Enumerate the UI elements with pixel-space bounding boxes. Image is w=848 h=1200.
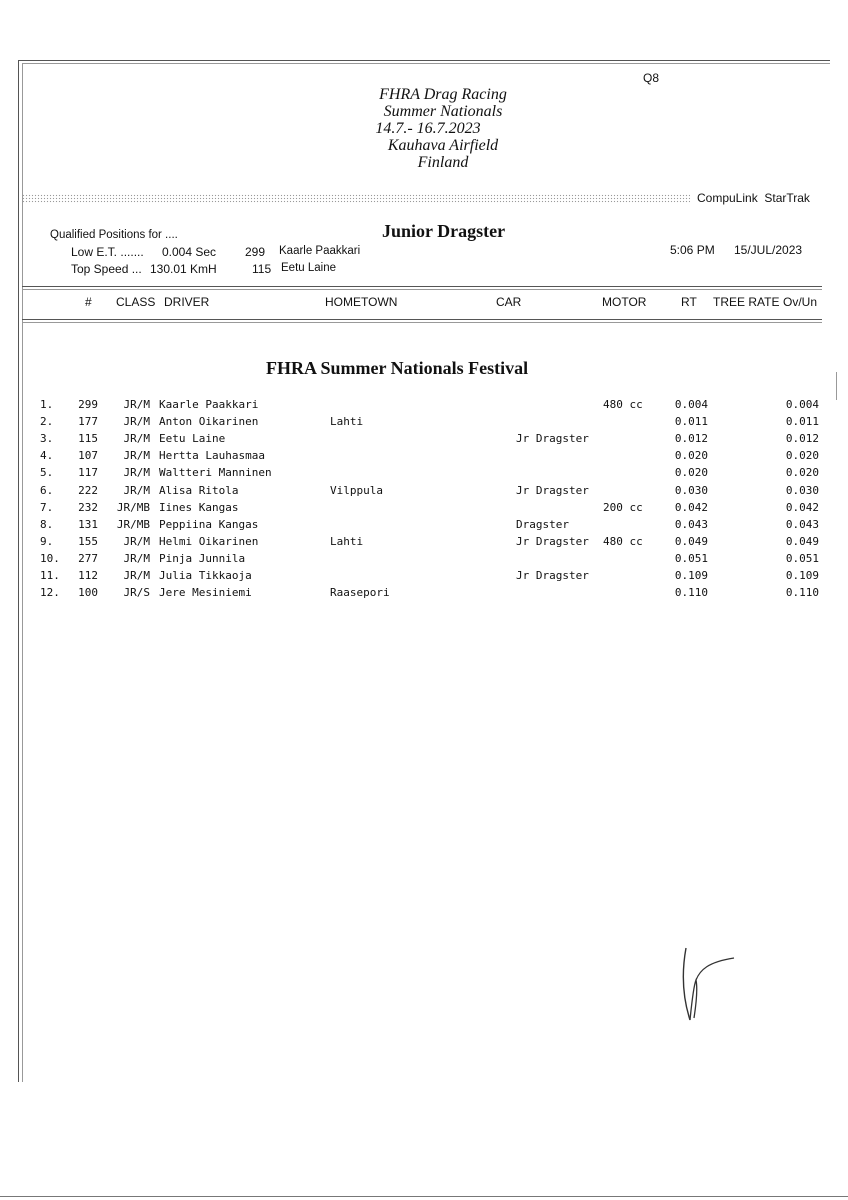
table-row: [0, 484, 848, 501]
header-rule-bottom: [22, 319, 822, 320]
row-ovun: 0.043: [785, 518, 819, 531]
row-car-number: 131: [78, 518, 98, 531]
row-class: JR/M: [123, 552, 150, 565]
row-driver: Hertta Lauhasmaa: [159, 449, 265, 462]
report-time: 5:06 PM: [670, 243, 715, 257]
row-rt: 0.020: [674, 466, 708, 479]
col-tree-rate: TREE RATE: [713, 295, 780, 309]
table-row: [0, 466, 848, 483]
row-car-number: 232: [78, 501, 98, 514]
row-rt: 0.004: [674, 398, 708, 411]
row-driver: Peppiina Kangas: [159, 518, 259, 531]
top-speed-car: 115: [252, 262, 272, 276]
row-rt: 0.043: [674, 518, 708, 531]
row-position: 2.: [40, 415, 54, 428]
row-ovun: 0.051: [785, 552, 819, 565]
table-row: [0, 552, 848, 569]
row-position: 9.: [40, 535, 54, 548]
table-row: [0, 398, 848, 415]
col-class: CLASS: [116, 295, 156, 309]
row-rt: 0.109: [674, 569, 708, 582]
festival-title: FHRA Summer Nationals Festival: [266, 358, 529, 378]
row-driver: Alisa Ritola: [159, 484, 239, 497]
row-driver: Julia Tikkaoja: [159, 569, 252, 582]
table-row: [0, 586, 848, 603]
row-ovun: 0.049: [785, 535, 819, 548]
table-row: [0, 432, 848, 449]
top-speed-driver: Eetu Laine: [281, 262, 336, 274]
row-car-number: 107: [78, 449, 98, 462]
row-car: Jr Dragster: [516, 484, 589, 497]
row-position: 6.: [40, 484, 54, 497]
header-rule-top: [22, 286, 822, 287]
row-position: 5.: [40, 466, 54, 479]
row-car-number: 222: [78, 484, 98, 497]
row-driver: Waltteri Manninen: [159, 466, 272, 479]
table-row: [0, 415, 848, 432]
row-ovun: 0.020: [785, 466, 819, 479]
col-motor: MOTOR: [602, 295, 647, 309]
row-hometown: Lahti: [330, 415, 364, 428]
row-position: 10.: [40, 552, 60, 565]
row-class: JR/MB: [116, 518, 150, 531]
row-driver: Anton Oikarinen: [159, 415, 259, 428]
row-class: JR/M: [123, 535, 150, 548]
event-line-4: Kauhava Airfield: [387, 137, 499, 154]
low-et-driver: Kaarle Paakkari: [279, 245, 361, 257]
row-ovun: 0.012: [785, 432, 819, 445]
row-rt: 0.012: [674, 432, 708, 445]
row-rt: 0.042: [674, 501, 708, 514]
qualified-label: Qualified Positions for ....: [50, 229, 178, 241]
row-hometown: Vilppula: [330, 484, 383, 497]
row-rt: 0.030: [674, 484, 708, 497]
event-line-1: FHRA Drag Racing: [379, 86, 507, 103]
row-rt: 0.051: [674, 552, 708, 565]
row-rt: 0.049: [674, 535, 708, 548]
top-rule: [18, 60, 830, 61]
row-ovun: 0.042: [785, 501, 819, 514]
row-ovun: 0.020: [785, 449, 819, 462]
row-hometown: Lahti: [330, 535, 364, 548]
event-title-block: [343, 86, 543, 171]
row-driver: Pinja Junnila: [159, 552, 246, 565]
row-class: JR/MB: [116, 501, 150, 514]
row-rt: 0.020: [674, 449, 708, 462]
row-ovun: 0.030: [785, 484, 819, 497]
event-line-5: Finland: [417, 154, 469, 171]
row-car-number: 277: [78, 552, 98, 565]
row-car-number: 155: [78, 535, 98, 548]
row-car-number: 112: [78, 569, 98, 582]
row-class: JR/M: [123, 449, 150, 462]
row-position: 3.: [40, 432, 54, 445]
row-car-number: 177: [78, 415, 98, 428]
row-car: Jr Dragster: [516, 535, 589, 548]
row-driver: Eetu Laine: [159, 432, 226, 445]
low-et-car: 299: [245, 245, 266, 259]
table-row: [0, 501, 848, 518]
top-speed-label: Top Speed ...: [71, 262, 142, 276]
top-speed-value: 130.01 KmH: [150, 262, 217, 276]
row-rt: 0.110: [674, 586, 708, 599]
row-driver: Iines Kangas: [159, 501, 239, 514]
row-class: JR/M: [123, 484, 150, 497]
row-class: JR/M: [123, 569, 150, 582]
col-car: CAR: [496, 295, 522, 309]
row-ovun: 0.110: [785, 586, 819, 599]
col-rt: RT: [681, 295, 697, 309]
row-ovun: 0.004: [785, 398, 819, 411]
event-line-3: 14.7.- 16.7.2023: [375, 120, 481, 137]
row-car-number: 100: [78, 586, 98, 599]
table-row: [0, 535, 848, 552]
top-rule-inner: [22, 63, 830, 64]
row-rt: 0.011: [674, 415, 708, 428]
col-ovun: Ov/Un: [783, 295, 818, 309]
page-code: Q8: [643, 71, 660, 85]
row-driver: Helmi Oikarinen: [159, 535, 259, 548]
low-et-value: 0.004 Sec: [162, 245, 217, 259]
row-class: JR/M: [123, 432, 150, 445]
bottom-edge: [0, 1196, 848, 1197]
row-car: Jr Dragster: [516, 569, 589, 582]
table-row: [0, 569, 848, 586]
right-frame-stub: [836, 372, 837, 400]
row-car: Dragster: [516, 518, 569, 531]
row-class: JR/M: [123, 415, 150, 428]
report-date: 15/JUL/2023: [734, 243, 803, 257]
row-ovun: 0.011: [785, 415, 819, 428]
row-position: 7.: [40, 501, 54, 514]
timing-system: CompuLink StarTrak: [697, 191, 810, 205]
header-rule-bottom-2: [22, 322, 822, 323]
row-driver: Kaarle Paakkari: [159, 398, 259, 411]
row-car-number: 117: [78, 466, 98, 479]
col-hometown: HOMETOWN: [325, 295, 398, 309]
col-num: #: [85, 295, 92, 309]
header-rule-top-2: [22, 289, 822, 290]
row-motor: 480 cc: [603, 535, 643, 548]
row-class: JR/S: [123, 586, 150, 599]
row-class: JR/M: [123, 398, 150, 411]
row-position: 4.: [40, 449, 54, 462]
row-position: 8.: [40, 518, 54, 531]
table-row: [0, 518, 848, 535]
row-car-number: 115: [78, 432, 98, 445]
dotted-separator: [22, 194, 690, 203]
row-car-number: 299: [78, 398, 98, 411]
event-line-2: Summer Nationals: [383, 103, 503, 120]
row-position: 12.: [40, 586, 60, 599]
row-car: Jr Dragster: [516, 432, 589, 445]
low-et-label: Low E.T. .......: [71, 245, 144, 259]
row-driver: Jere Mesiniemi: [159, 586, 252, 599]
row-position: 1.: [40, 398, 54, 411]
col-driver: DRIVER: [164, 295, 210, 309]
row-position: 11.: [40, 569, 60, 582]
signature-mark: [672, 940, 742, 1030]
row-hometown: Raasepori: [330, 586, 390, 599]
row-ovun: 0.109: [785, 569, 819, 582]
row-class: JR/M: [123, 466, 150, 479]
row-motor: 200 cc: [603, 501, 643, 514]
table-row: [0, 449, 848, 466]
row-motor: 480 cc: [603, 398, 643, 411]
class-title: Junior Dragster: [382, 221, 506, 241]
